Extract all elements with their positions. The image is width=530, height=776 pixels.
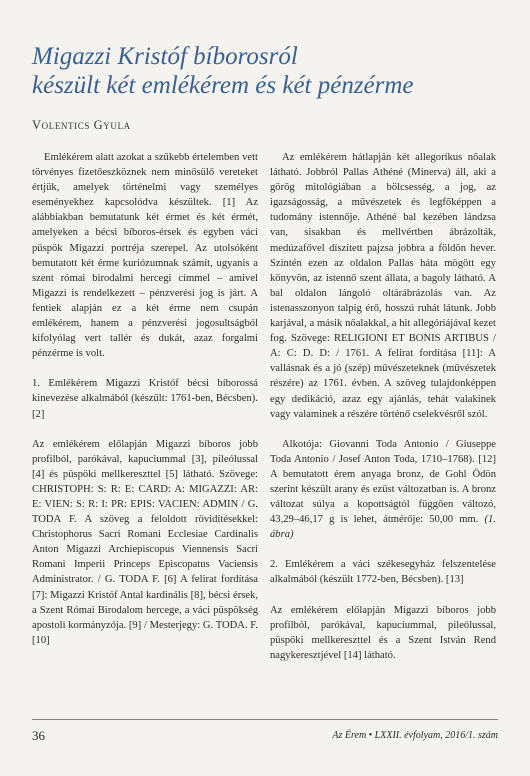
author-name: Volentics Gyula <box>32 118 131 132</box>
left-column <box>32 150 258 648</box>
section-2-obverse-paragraph: Az emlékérem előlapján Migazzi bíboros jobb profilból, parókával, kapuciummal, pileólussal, püspöki mellkereszttel és a Szent István Rend nagykeresztjével [14] látható. <box>270 604 496 661</box>
obverse-description-paragraph: Az emlékérem előlapján Migazzi bíboros jobb profilból, parókával, kapuciummal [3], pileólussal [4] és püspöki mellkereszttel [5] látható. Szövege: CHRISTOPH: S: R: E: CARD: A: MIGAZZI: AR: E: VIEN: S: R: I: PR: EPIS: VACIEN: ADMIN / G. TODA F. A szöveg a feloldott rövidítésekkel: Christophorus Sacri Romani Ecclesiae Cardinalis Anton Migazzi Archiepiscopus Viennensis Sacri Romani Imperii Princeps Episcopatus Vaciensis Administrator. / G. TODA F. [6] A felirat fordítása [7]: Migazzi Kristóf Antal kardinális [8], bécsi érsek, a Szent Római Birodalom hercege, a váci püspökség apostoli kormányzója. [9] / Mesterjegy: G. TODA. F. [10] <box>32 438 258 646</box>
title-line-1: Migazzi Kristóf bíborosról <box>32 43 298 70</box>
page-number: 36 <box>32 728 45 743</box>
section-2-heading: 2. Emlékérem a váci székesegyház felszentelése alkalmából (készült 1772-ben, Bécsben). [13] <box>270 559 496 586</box>
journal-info: Az Érem • LXXII. évfolyam, 2016/1. szám <box>332 730 498 741</box>
figure-reference: (1. ábra) <box>270 514 496 541</box>
creator-text: Alkotója: Giovanni Toda Antonio / Giuseppe Toda Antonio / Josef Anton Toda, 1710–1768). [12] A bemutatott érem anyaga bronz, de Gohl Ödön szerint készült arany és ezüst változatban is. A bronz változat súlya a kopottságtól függően változó, 43,29–46,17 g is lehet, átmérője: 50,00 mm. <box>270 438 496 526</box>
creator-paragraph <box>270 437 496 543</box>
right-column <box>270 150 496 663</box>
reverse-description-paragraph: Az emlékérem hátlapján két allegorikus nőalak látható. Jobbról Pallas Athéné (Minerva) áll, aki a görög mitológiában a bölcsesség, a jog, az igazságosság, a művészetek és legfőképpen a tudomány istennője. Athéné bal kezében lándzsa van, sisakban és mellvértben ábrázolták, medúzafővel díszített pajzsa jobbra a földön hever. Szintén ezen az oldalon Pallas háta mögött egy könyvön, az istennő szent állata, a bagoly látható. A bal oldalon lángoló oltárábrázolás van. Az istenasszonyon talpig érő, hosszú ruhát látunk. Jobb karjával, a másik nőalakkal, a hit allegóriájával kezet fog. Szövege: RELIGIONI ET BONIS ARTIBUS / A: C: D. D: / 1761. A felirat fordítása [11]: A vallásnak és a jó (szép) művészeteknek (művészetek részére) az 1761. évben. A szöveg tulajdonképpen egy dedikáció, azaz egy ajánlás, tehát valakinek vagy valaminek a részére történő cselekvésről szól. <box>270 152 496 420</box>
article-title <box>32 42 472 100</box>
title-line-2: készült két emlékérem és két pénzérme <box>32 72 414 99</box>
footer-divider <box>32 719 498 720</box>
intro-paragraph: Emlékérem alatt azokat a szűkebb értelemben vett törvényes fizetőeszköznek nem minősülő vereteket értjük, amelyek történelmi vagy személyes eseményekhez kapcsolódva készültek. [1] Az alábbiakban bemutatunk két érmet és két érmét, amelyeken a bécsi bíboros-érsek és egyben váci püspök Migazzi portréja szerepel. Az utolsóként bemutatott két érme kuriózumnak számít, ugyanis a szent római birodalmi hercegi címmel – amivel Migazzi is rendelkezett – pénzverési jog is járt. A fentiek alapján ez a két érme nem csupán emlékérem, hanem a pénzverési jogosultságból kifolyólag vert tallér és dukát, azaz forgalmi pénzérme is volt. <box>32 152 258 360</box>
section-1-heading: 1. Emlékérem Migazzi Kristóf bécsi bíborossá kinevezése alkalmából (készült: 1761-ben, Bécsben). [2] <box>32 378 258 420</box>
